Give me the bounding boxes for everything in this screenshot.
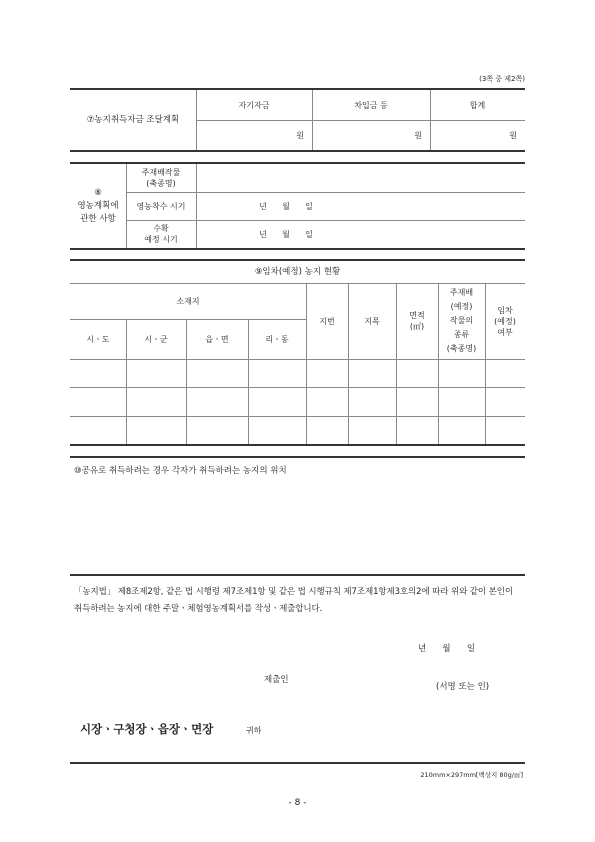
lease-row-3[interactable] xyxy=(70,416,525,444)
lease-row-1[interactable] xyxy=(70,359,525,387)
lease-col-sido: 시ㆍ도 xyxy=(86,334,110,344)
lease-col-jibun: 지번 xyxy=(319,316,335,326)
funding-header-loan: 차입금 등 xyxy=(354,100,388,110)
lease-col-flag: 임차 (예정) 여부 xyxy=(494,305,516,337)
plan-crop-label: 주재배작물 (축종명) xyxy=(141,168,181,188)
funding-total-value[interactable]: 원 xyxy=(509,130,517,140)
plan-harvest-label: 수확 예정 시기 xyxy=(144,224,178,244)
lease-col-area: 면적 (㎡) xyxy=(409,311,425,331)
funding-header-own: 자기자금 xyxy=(238,100,270,110)
plan-label: ⑧ 영농계획에 관한 사항 xyxy=(77,187,119,224)
signature-label: (서명 또는 인) xyxy=(436,682,490,692)
shared-label: ⑩공유로 취득하려는 경우 각자가 취득하려는 농지의 위치 xyxy=(74,466,287,476)
addressee-suffix: 귀하 xyxy=(246,726,262,735)
page-indicator: (3쪽 중 제2쪽) xyxy=(479,75,525,83)
funding-loan-value[interactable]: 원 xyxy=(414,130,422,140)
lease-row-2[interactable] xyxy=(70,387,525,416)
funding-label: ⑦농지취득자금 조달계획 xyxy=(86,114,180,125)
lease-title: ⑨임차(예정) 농지 현황 xyxy=(254,266,341,277)
lease-col-jimok: 지목 xyxy=(364,316,380,326)
lease-col-eupmyeon: 읍ㆍ면 xyxy=(205,334,229,344)
addressee-main: 시장ㆍ구청장ㆍ읍장ㆍ면장 xyxy=(80,722,214,736)
plan-crop-value[interactable] xyxy=(196,164,525,192)
shared-value-area[interactable] xyxy=(70,482,525,574)
plan-start-label: 영농착수 시기 xyxy=(136,201,186,211)
plan-harvest-value[interactable]: 년 월 일 xyxy=(259,229,313,239)
plan-start-value[interactable]: 년 월 일 xyxy=(259,201,313,211)
submitter-label: 제출인 xyxy=(264,675,289,685)
page-number: - 8 - xyxy=(288,798,307,808)
funding-own-value[interactable]: 원 xyxy=(296,130,304,140)
funding-header-total: 합계 xyxy=(469,100,486,110)
submitter-name-field[interactable] xyxy=(300,672,420,688)
declaration-date: 년 월 일 xyxy=(418,644,476,654)
lease-col-sigun: 시ㆍ군 xyxy=(144,334,168,344)
lease-location-header: 소재지 xyxy=(176,296,200,306)
paper-spec: 210mm×297mm[백상지 80g/㎡] xyxy=(420,771,523,779)
lease-col-crop: 주재배 (예정) 작물의 종류 (축종명) xyxy=(446,288,477,353)
declaration-text: 「농지법」 제8조제2항, 같은 법 시행령 제7조제1항 및 같은 법 시행규칙 제7조제1항제3호의2에 따라 위와 같이 본인이 취득하려는 농지에 대한 주말ㆍ체험영농계획서를 작성ㆍ제출합니다. xyxy=(74,587,513,614)
lease-col-ridong: 리ㆍ동 xyxy=(265,334,289,344)
